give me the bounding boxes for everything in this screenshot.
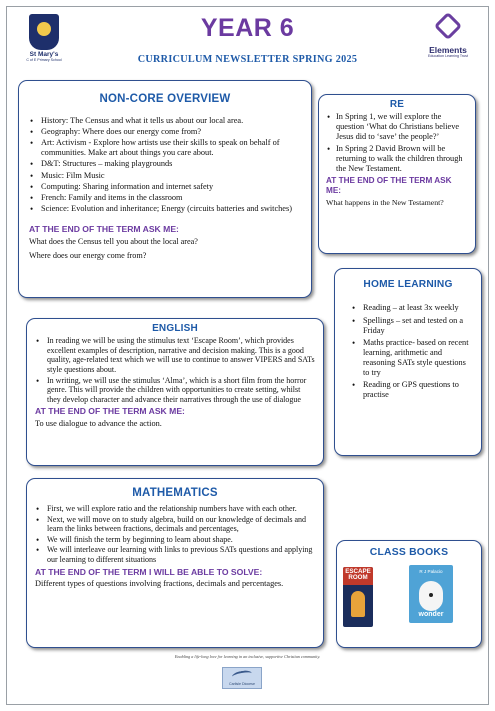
maths-panel xyxy=(26,478,324,648)
english-item: • In reading we will be using the stimulus text ‘Escape Room’, which provides excellent examples of description, narrative and decision making. This is a good quality, age-related text which we will use to continue to answer VIPERS and SATs style questions about. xyxy=(35,336,315,374)
noncore-item: • French: Family and items in the classroom xyxy=(29,193,301,203)
noncore-item: • History: The Census and what it tells us about our local area. xyxy=(29,116,301,126)
noncore-heading: NON-CORE OVERVIEW xyxy=(99,93,231,105)
elements-logo-icon xyxy=(435,14,461,44)
re-ask-heading: AT THE END OF THE TERM ASK ME: xyxy=(326,175,452,195)
noncore-ask-heading: AT THE END OF THE TERM ASK ME: xyxy=(29,224,179,234)
class-books-heading: CLASS BOOKS xyxy=(369,547,449,558)
home-learning-item: • Maths practice- based on recent learning, arithmetic and reasoning SATs style questions to try xyxy=(351,338,473,378)
maths-ask-text: Different types of questions involving fractions, decimals and percentages. xyxy=(35,579,284,589)
english-heading: ENGLISH xyxy=(152,323,198,334)
re-heading: RE xyxy=(389,99,405,110)
footer-tagline: Enabling a life-long love for learning in an inclusive, supportive Christian community. xyxy=(174,654,321,659)
maths-heading: MATHEMATICS xyxy=(132,487,218,499)
home-learning-item: • Spellings – set and tested on a Friday xyxy=(351,316,473,336)
re-item: • In Spring 2 David Brown will be returning to walk the children through the New Testament. xyxy=(326,144,468,174)
noncore-item: • Science: Evolution and inheritance; Energy (circuits batteries and switches) xyxy=(29,204,301,214)
home-learning-panel xyxy=(334,268,482,456)
noncore-item: • Geography: Where does our energy come from? xyxy=(29,127,301,137)
re-item: • In Spring 1, we will explore the question ‘What do Christians believe Jesus did to ‘save’ the people?’ xyxy=(326,112,468,142)
wonder-cover-title: wonder xyxy=(418,611,444,619)
diocese-logo xyxy=(222,667,262,689)
noncore-ask-line: What does the Census tell you about the local area? xyxy=(29,237,198,247)
re-list xyxy=(326,112,468,174)
maths-item: • Next, we will move on to study algebra, build on our knowledge of decimals and learn the links between fractions, decimals and percentages, xyxy=(35,515,315,534)
maths-item: • We will finish the term by beginning to learn about shape. xyxy=(35,535,315,545)
home-learning-heading: HOME LEARNING xyxy=(363,279,453,290)
home-learning-list xyxy=(343,303,473,400)
escape-room-book-cover xyxy=(343,567,373,627)
english-panel xyxy=(26,318,324,466)
noncore-ask-line: Where does our energy come from? xyxy=(29,250,147,260)
noncore-overview-panel xyxy=(18,80,312,298)
english-ask-text: To use dialogue to advance the action. xyxy=(35,418,162,428)
trust-logo-name: Elements xyxy=(429,45,467,55)
noncore-list xyxy=(29,116,301,214)
diocese-logo-text: Carlisle Diocese xyxy=(229,682,255,686)
dove-icon xyxy=(231,669,252,680)
english-ask-heading: AT THE END OF THE TERM ASK ME: xyxy=(35,406,185,417)
maths-list xyxy=(35,504,315,565)
noncore-item: • Music: Film Music xyxy=(29,171,301,181)
english-item: • In writing, we will use the stimulus ‘Alma’, which is a short film from the horror genre. This will provide the children with opportunities to create setting, whilst they develop character and advance their narratives through the use of dialogue xyxy=(35,376,315,405)
school-logo-name: St Mary's xyxy=(29,51,59,58)
trust-logo xyxy=(413,14,483,74)
re-ask-text: What happens in the New Testament? xyxy=(326,197,444,207)
wonder-cover-author: R J Palacio xyxy=(419,569,443,574)
noncore-item: • Computing: Sharing information and internet safety xyxy=(29,182,301,192)
school-logo-tagline: C of E Primary School xyxy=(26,57,62,62)
home-learning-item: • Reading – at least 3x weekly xyxy=(351,303,473,313)
maths-item: • We will interleave our learning with links to previous SATs questions and applying our learning to different situations xyxy=(35,545,315,564)
noncore-item: • Art: Activism - Explore how artists use their skills to speak on behalf of communities. Make art about things you care about. xyxy=(29,138,301,158)
noncore-item: • D&T: Structures – making playgrounds xyxy=(29,159,301,169)
class-books-panel xyxy=(336,540,482,648)
maths-item: • First, we will explore ratio and the relationship numbers have with each other. xyxy=(35,504,315,514)
trust-logo-tagline: Education Learning Trust xyxy=(428,54,468,58)
page-title: YEAR 6 xyxy=(200,14,295,42)
page-subtitle: CURRICULUM NEWSLETTER SPRING 2025 xyxy=(137,54,358,65)
english-list xyxy=(35,336,315,404)
maths-ask-heading: AT THE END OF THE TERM I WILL BE ABLE TO SOLVE: xyxy=(35,566,263,577)
re-panel xyxy=(318,94,476,254)
wonder-book-cover xyxy=(409,565,453,623)
home-learning-item: • Reading or GPS questions to practise xyxy=(351,380,473,400)
escape-room-cover-title: ESCAPE ROOM xyxy=(345,568,371,582)
